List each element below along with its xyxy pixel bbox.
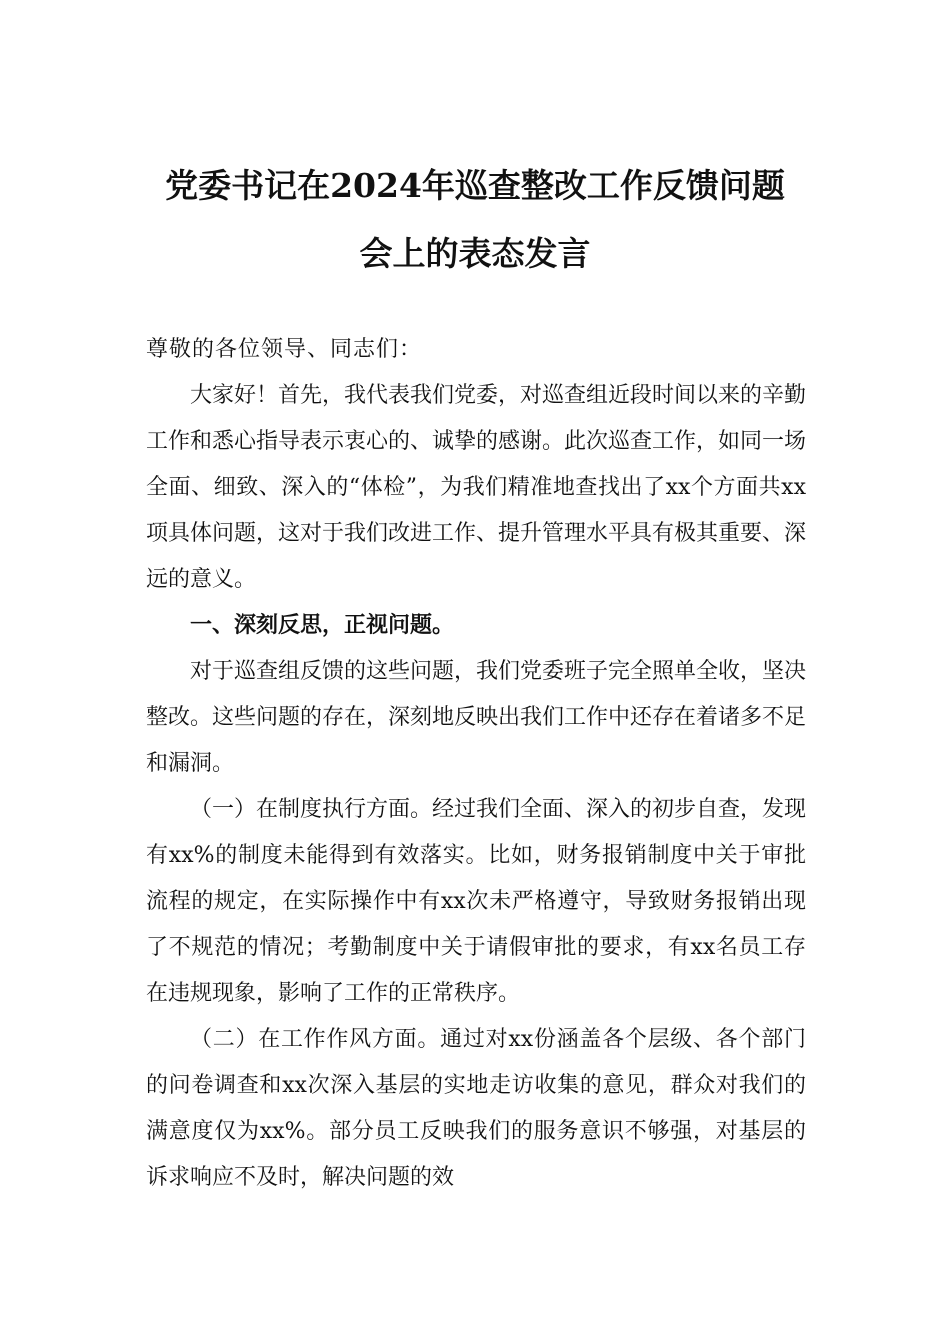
document-title-line-1: 党委书记在2024年巡查整改工作反馈问题	[165, 166, 785, 205]
body-paragraph: （二）在工作作风方面。通过对xx份涵盖各个层级、各个部门的问卷调查和xx次深入基层的实地走访收集的意见，群众对我们的满意度仅为xx%。部分员工反映我们的服务意识不够强，对基层的诉求响应不及时，解决问题的效	[146, 1027, 806, 1190]
body-paragraph: 对于巡查组反馈的这些问题，我们党委班子完全照单全收，坚决整改。这些问题的存在，深刻地反映出我们工作中还存在着诸多不足和漏洞。	[146, 659, 807, 776]
document-body	[146, 327, 806, 1201]
salutation: 尊敬的各位领导、同志们：	[146, 337, 423, 362]
section-heading: 一、深刻反思，正视问题。	[190, 613, 455, 638]
document-title-line-2: 会上的表态发言	[359, 234, 591, 273]
body-paragraph: 大家好！首先，我代表我们党委，对巡查组近段时间以来的辛勤工作和悉心指导表示衷心的、诚挚的感谢。此次巡查工作，如同一场全面、细致、深入的“体检”，为我们精准地查找出了xx个方面共xx项具体问题，这对于我们改进工作、提升管理水平具有极其重要、深远的意义。	[146, 383, 807, 592]
body-paragraph: （一）在制度执行方面。经过我们全面、深入的初步自查，发现有xx%的制度未能得到有效落实。比如，财务报销制度中关于审批流程的规定，在实际操作中有xx次未严格遵守，导致财务报销出现了不规范的情况；考勤制度中关于请假审批的要求，有xx名员工存在违规现象，影响了工作的正常秩序。	[146, 797, 807, 1006]
